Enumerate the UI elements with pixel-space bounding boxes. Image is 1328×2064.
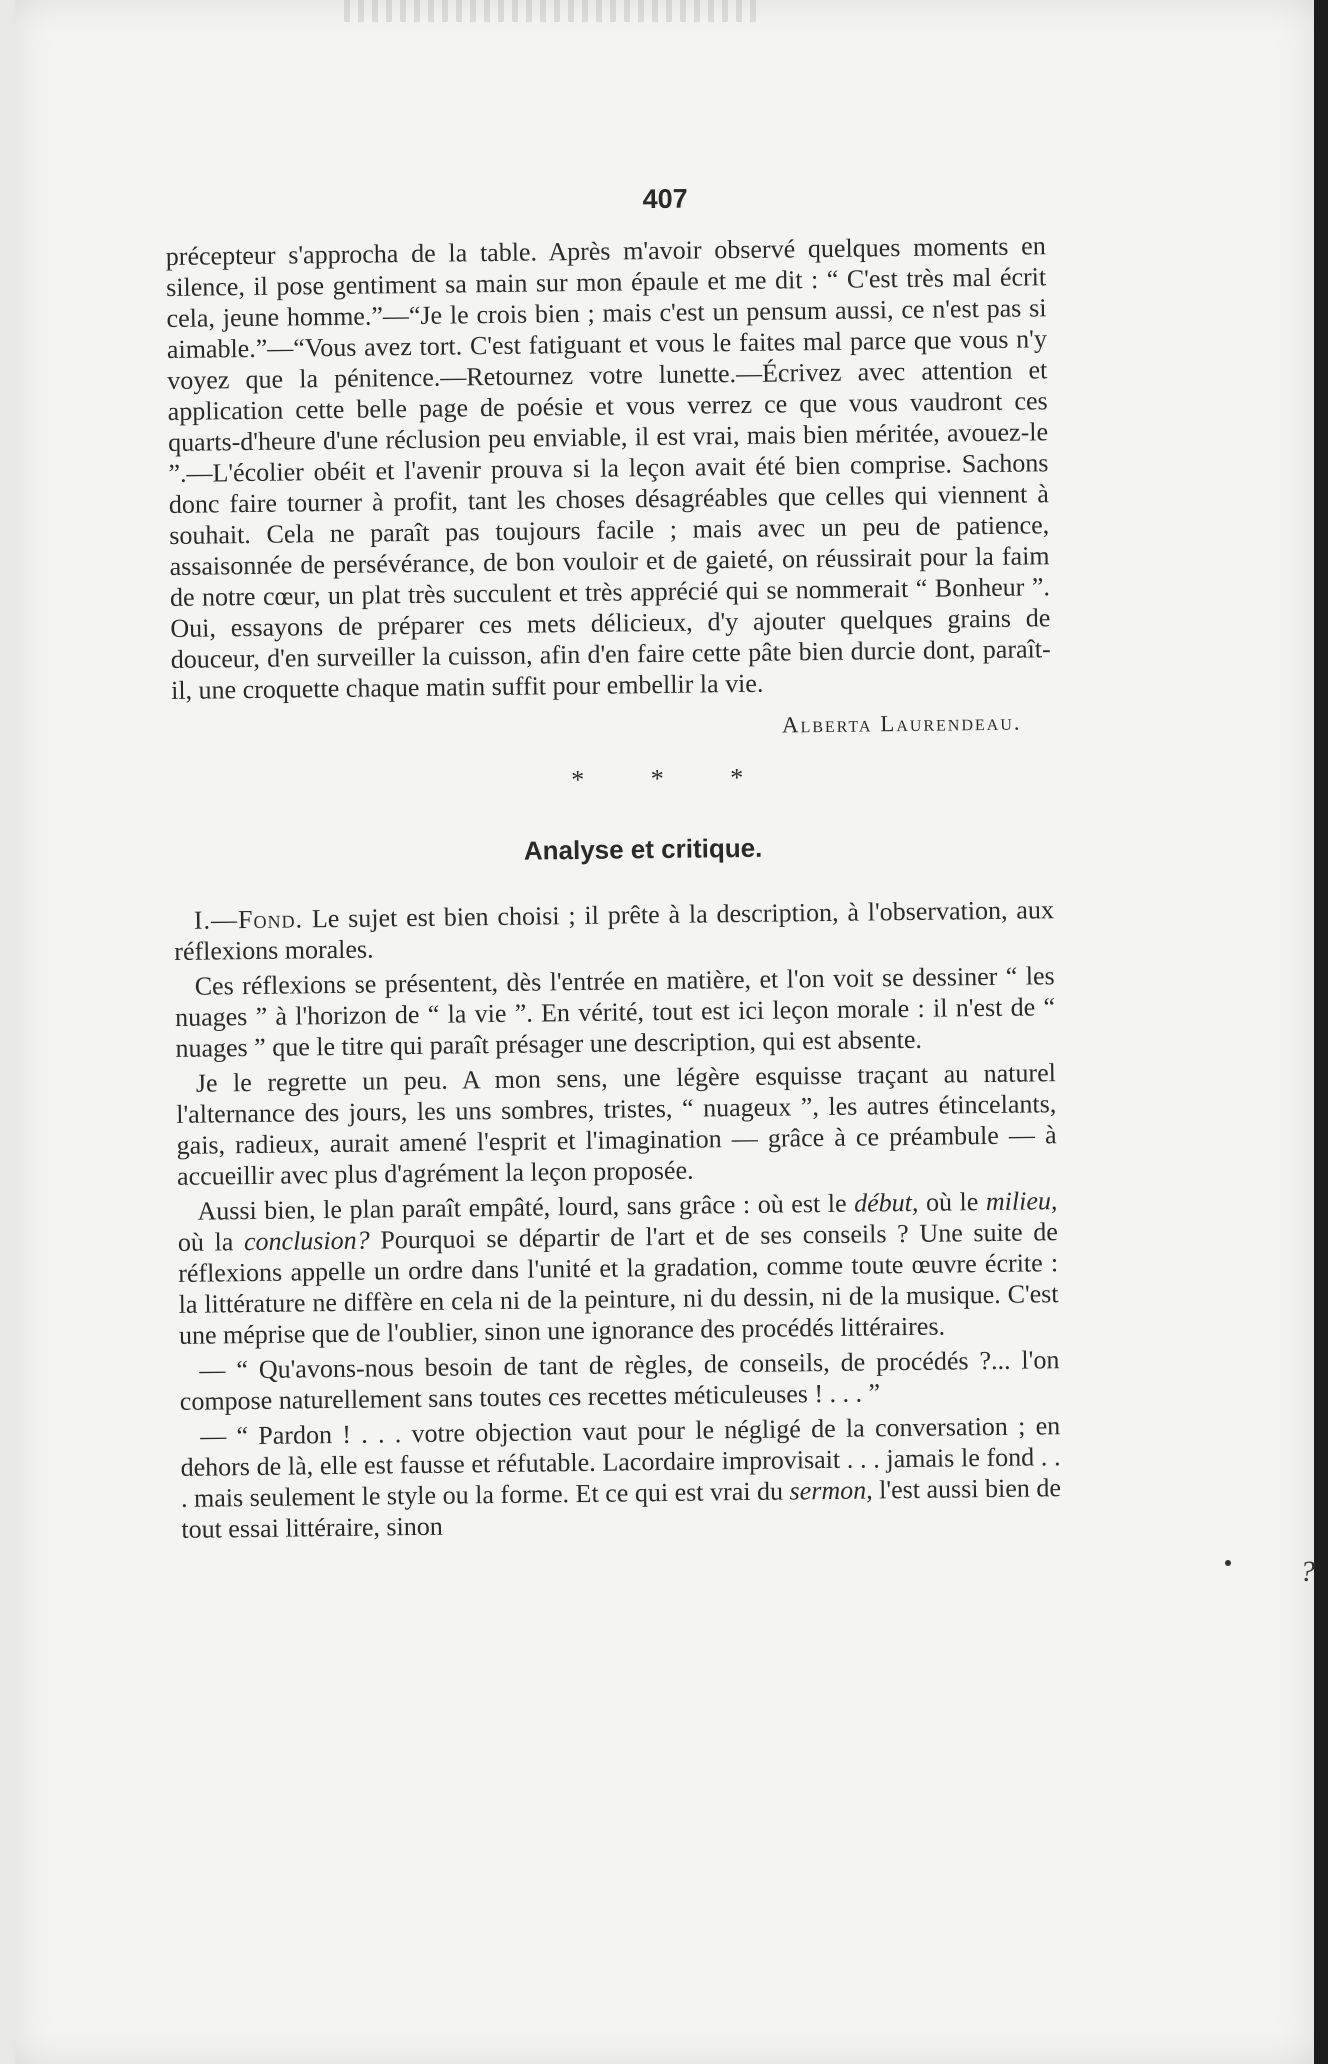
plan-text-4: Pourquoi se départir de l'art et de ses conseils ? Une suite de réflexions appelle un ordre dans l'unité et la gradation, comme toute œuvre écrite : la littérature ne diffère en cela ni de la peinture, ni du dessin, ni de la musique. C'est une méprise que de l'oublier, sinon une ignorance des procédés littéraires.	[178, 1217, 1059, 1350]
plan-text-2: où le	[918, 1187, 987, 1217]
paragraph-objection: — “ Qu'avons-nous besoin de tant de règles, de conseils, de procédés ?... l'on compose naturellement sans toutes ces recettes méticuleuses ! . . . ”	[179, 1345, 1060, 1416]
plan-text-3: où la	[177, 1227, 245, 1257]
page-number: 407	[642, 183, 688, 215]
plan-debut: début,	[853, 1187, 919, 1218]
author-signature: Alberta Laurendeau.	[781, 709, 1022, 738]
margin-question-mark: ?	[1300, 1555, 1315, 1588]
plan-milieu: milieu,	[985, 1186, 1058, 1217]
paragraph-reflexions: Ces réflexions se présentent, dès l'entrée en matière, et l'on voit se dessiner “ les nuages ” à l'horizon de “ la vie ”. En vérité, tout est ici leçon morale : il n'est de “ nuages ” que le titre qui paraît présager une description, qui est absente.	[174, 961, 1056, 1063]
paragraph-reponse	[180, 1410, 1061, 1545]
paragraph-fond	[174, 894, 1055, 967]
page-text-block	[165, 179, 1062, 1549]
margin-dot	[1225, 1560, 1231, 1566]
scan-artifact	[344, 0, 764, 22]
plan-conclusion: conclusion?	[243, 1225, 370, 1257]
reponse-text-1: — “ Pardon ! . . . votre objection vaut pour le négligé de la conversation ; en dehors de là, elle est fausse et réfutable. Lacordaire improvisait . . . jamais le fond . . . mais seulement le style ou la forme. Et ce qui est vrai du	[180, 1411, 1061, 1513]
fond-lead: I.—Fond.	[193, 904, 304, 935]
fond-text: Le sujet est bien choisi ; il prête à la description, à l'observation, aux réflexions morales.	[174, 895, 1055, 966]
reponse-text-2: l'est aussi bien de tout essai littéraire, sinon	[181, 1473, 1062, 1544]
paragraph-regret: Je le regrette un peu. A mon sens, une légère esquisse traçant au naturel l'alternance des jours, les uns sombres, tristes, “ nuageux ”, les autres étincelants, gais, radieux, aurait amené l'esprit et l'imagination — grâce à ce préambule — à accueillir avec plus d'agrément la leçon proposée.	[176, 1058, 1057, 1191]
paragraph-story-ending: précepteur s'approcha de la table. Après m'avoir observé quelques moments en silence, il pose gentiment sa main sur mon épaule et me dit : “ C'est très mal écrit cela, jeune homme.”—“Je le crois bien ; mais c'est un pensum aussi, ce n'est pas si aimable.”—“Vous avez tort. C'est fatiguant et vous le faites mal parce que vous n'y voyez que la pénitence.—Retournez votre lunette.—Écrivez avec attention et application cette belle page de poésie et vous verrez ce que vous vaudront ces quarts-d'heure d'une réclusion peu enviable, il est vrai, mais bien méritée, avouez-le ”.—L'écolier obéit et l'avenir prouva si la leçon avait été bien comprise. Sachons donc faire tourner à profit, tant les choses désagréables que celles qui viennent à souhait. Cela ne paraît pas toujours facile ; mais avec un peu de patience, assaisonnée de persévérance, de bon vouloir et de gaieté, on réussirait pour la faim de notre cœur, un plat très succulent et très apprécié qui se nommerait “ Bonheur ”. Oui, essayons de préparer ces mets délicieux, d'y ajouter quelques grains de douceur, d'en surveiller la cuisson, afin d'en faire cette pâte bien durcie dont, paraît-il, une croquette chaque matin suffit pour embellir la vie.	[165, 231, 1051, 705]
section-separator: * * *	[571, 762, 774, 795]
section-title: Analyse et critique.	[523, 832, 763, 866]
right-page-edge	[1314, 0, 1328, 2064]
plan-text-1: Aussi bien, le plan paraît empâté, lourd, sans grâce : où est le	[197, 1188, 855, 1226]
paragraph-plan	[177, 1185, 1059, 1351]
reponse-sermon: sermon,	[789, 1475, 873, 1506]
